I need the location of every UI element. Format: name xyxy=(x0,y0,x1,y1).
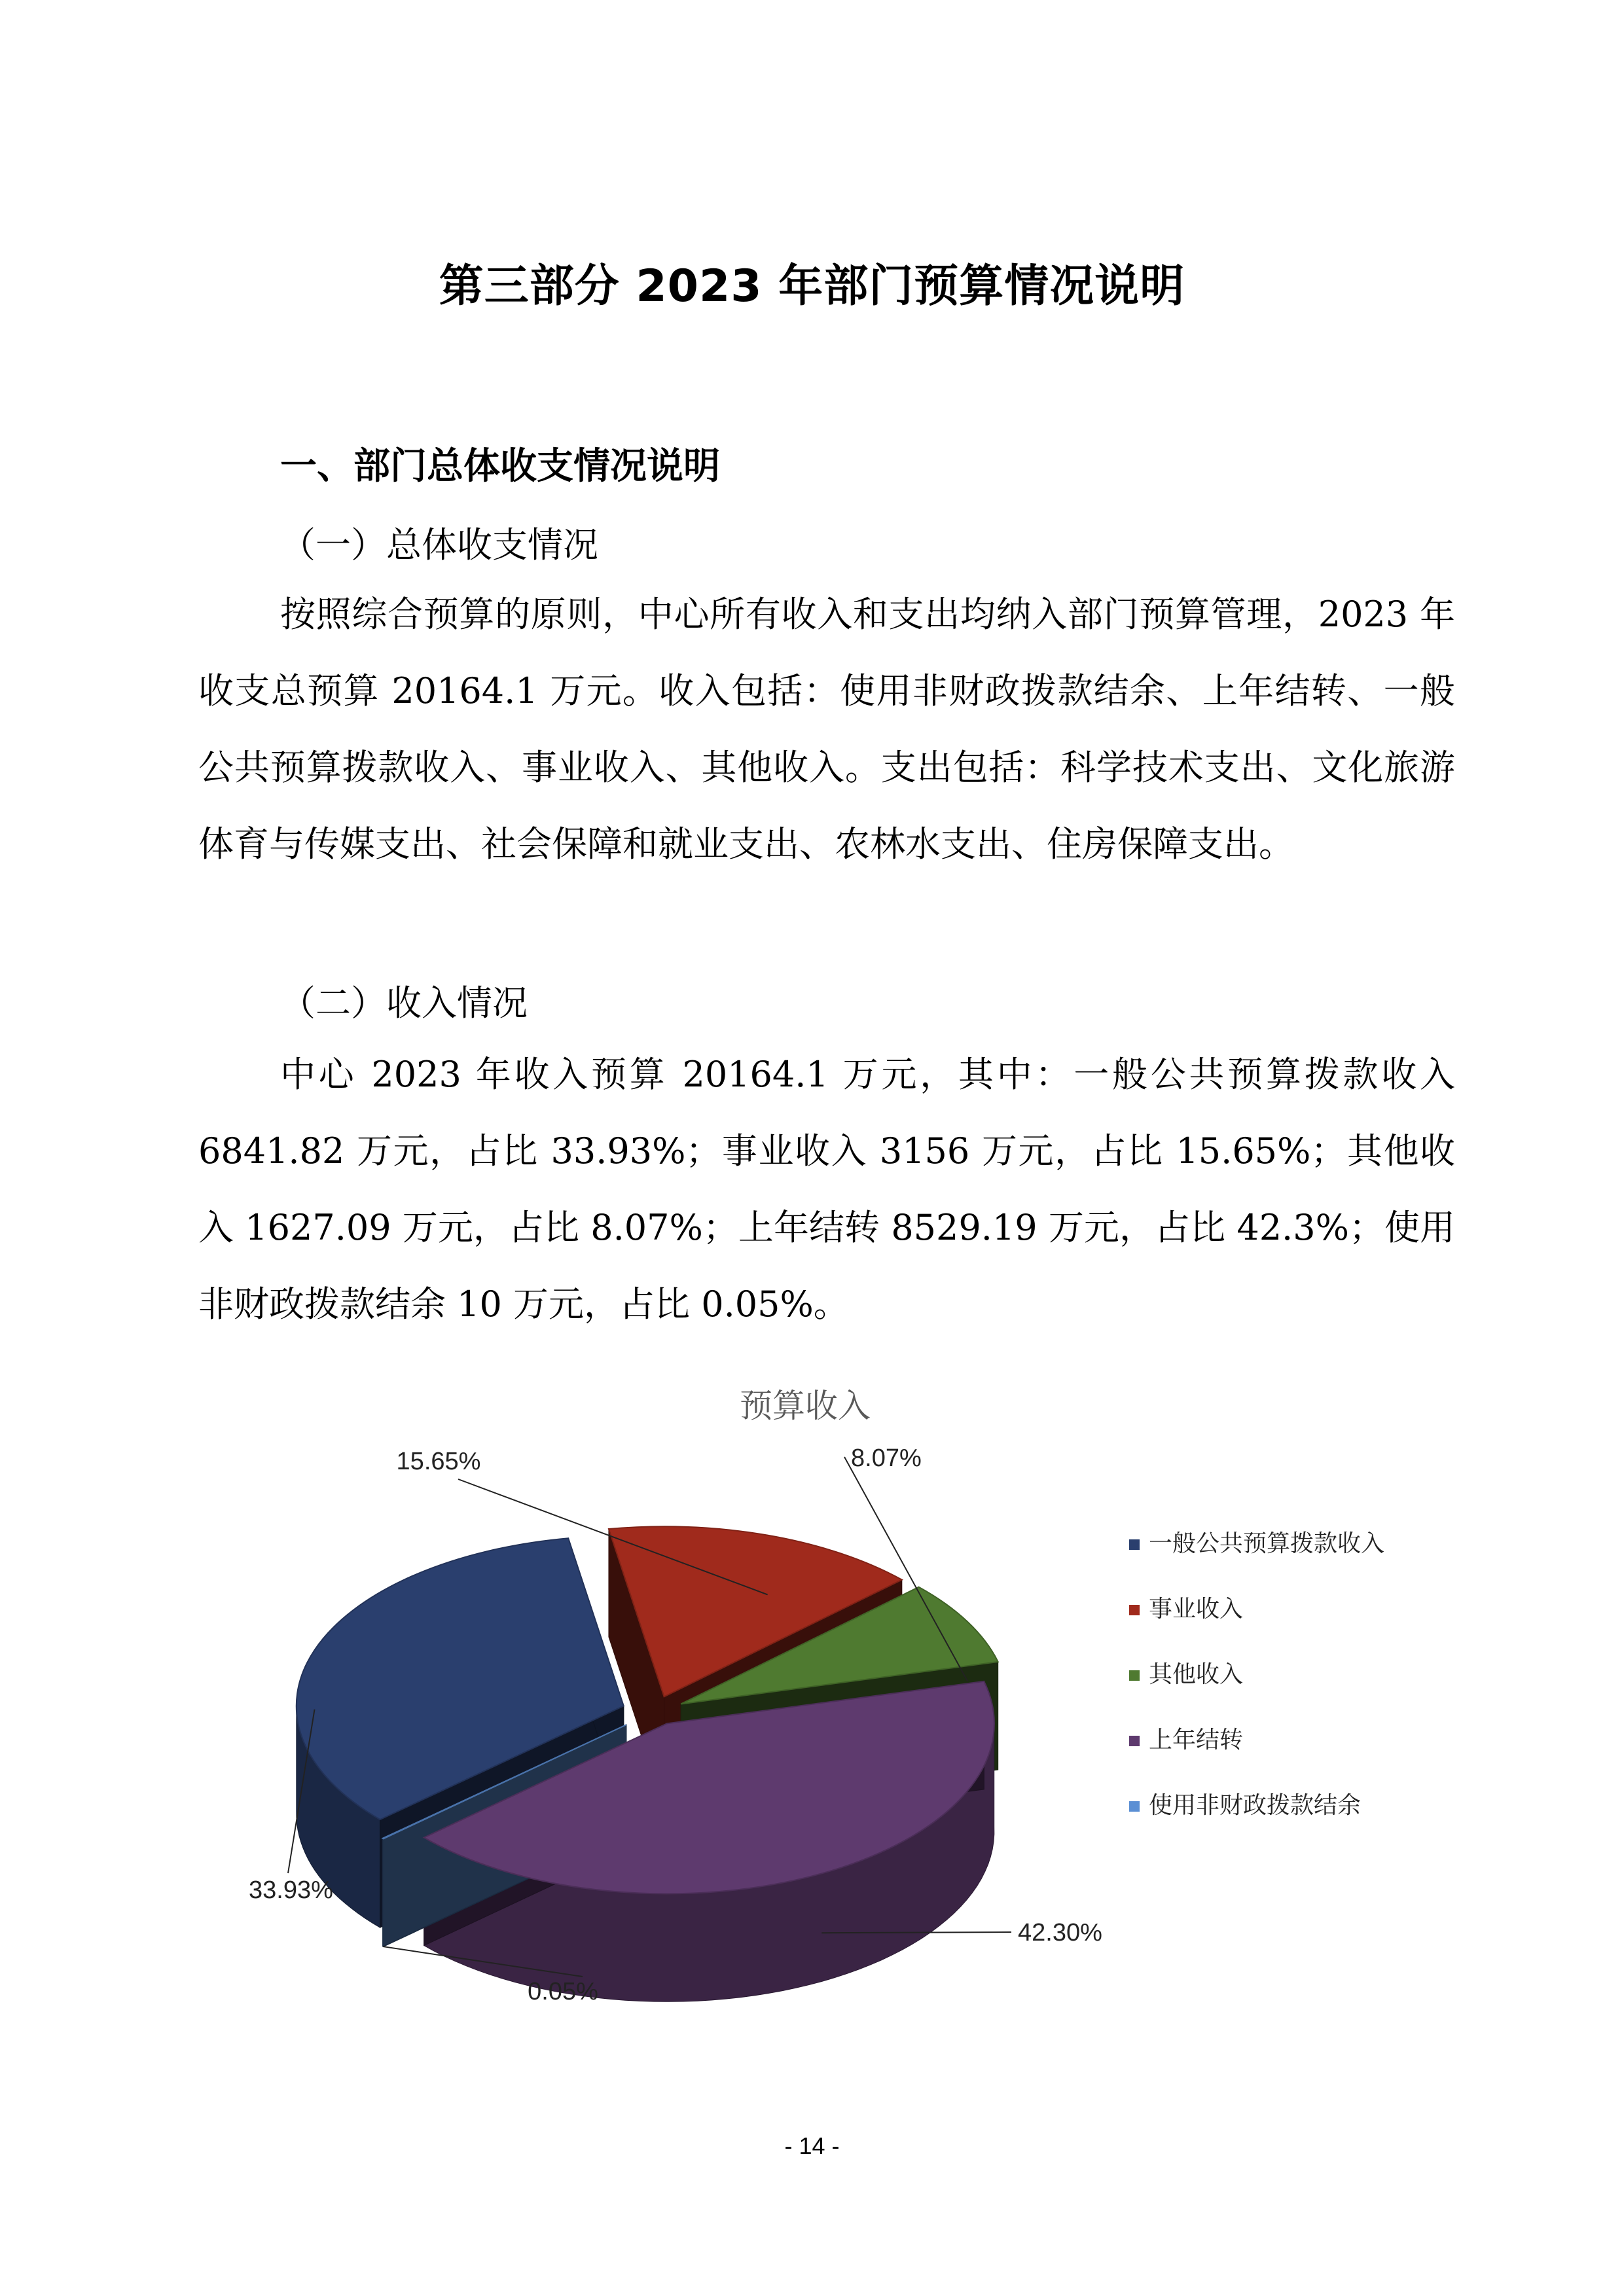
paragraph-overall: 按照综合预算的原则，中心所有收入和支出均纳入部门预算管理，2023 年收支总预算 20164.1 万元。收入包括：使用非财政拨款结余、上年结转、一般公共预算拨款收入、事业收入、其他收入。支出包括：科学技术支出、文化旅游体育与传媒支出、社会保障和就业支出、农林水支出、住房保障支出。 xyxy=(198,594,1455,865)
data-label-2: 8.07% xyxy=(851,1444,922,1472)
legend-swatch-4 xyxy=(1129,1801,1140,1812)
chart-legend xyxy=(1129,1530,1384,1818)
legend-label-3: 上年结转 xyxy=(1149,1726,1244,1753)
legend-swatch-1 xyxy=(1129,1605,1140,1615)
page-number: - 14 - xyxy=(784,2132,840,2159)
page-title: 第三部分 2023 年部门预算情况说明 xyxy=(439,260,1185,312)
subsection-heading-overall: （一）总体收支情况 xyxy=(280,524,598,565)
legend-swatch-3 xyxy=(1129,1736,1140,1746)
subsection-heading-income: （二）收入情况 xyxy=(280,982,528,1024)
legend-label-2: 其他收入 xyxy=(1149,1660,1244,1687)
data-label-1: 15.65% xyxy=(396,1448,481,1475)
data-label-0: 33.93% xyxy=(249,1876,333,1904)
paragraph-income: 中心 2023 年收入预算 20164.1 万元，其中：一般公共预算拨款收入 6841.82 万元，占比 33.93%；事业收入 3156 万元，占比 15.65%；其他收入 1627.09 万元，占比 8.07%；上年结转 8529.19 万元，占比 42.3%；使用非财政拨款结余 10 万元，占比 0.05%。 xyxy=(198,1054,1455,1325)
legend-label-1: 事业收入 xyxy=(1149,1595,1244,1622)
legend-label-0: 一般公共预算拨款收入 xyxy=(1149,1530,1385,1556)
data-label-4: 0.05% xyxy=(528,1978,598,2005)
section-heading: 一、部门总体收支情况说明 xyxy=(280,445,720,488)
legend-swatch-2 xyxy=(1129,1670,1140,1681)
legend-swatch-0 xyxy=(1129,1539,1140,1550)
leader-line-3 xyxy=(821,1932,1011,1933)
legend-label-4: 使用非财政拨款结余 xyxy=(1149,1791,1362,1818)
data-label-3: 42.30% xyxy=(1018,1919,1102,1946)
income-pie-chart xyxy=(196,1361,1440,2016)
pie-chart-svg xyxy=(196,1361,1440,2016)
chart-title: 预算收入 xyxy=(740,1388,871,1424)
